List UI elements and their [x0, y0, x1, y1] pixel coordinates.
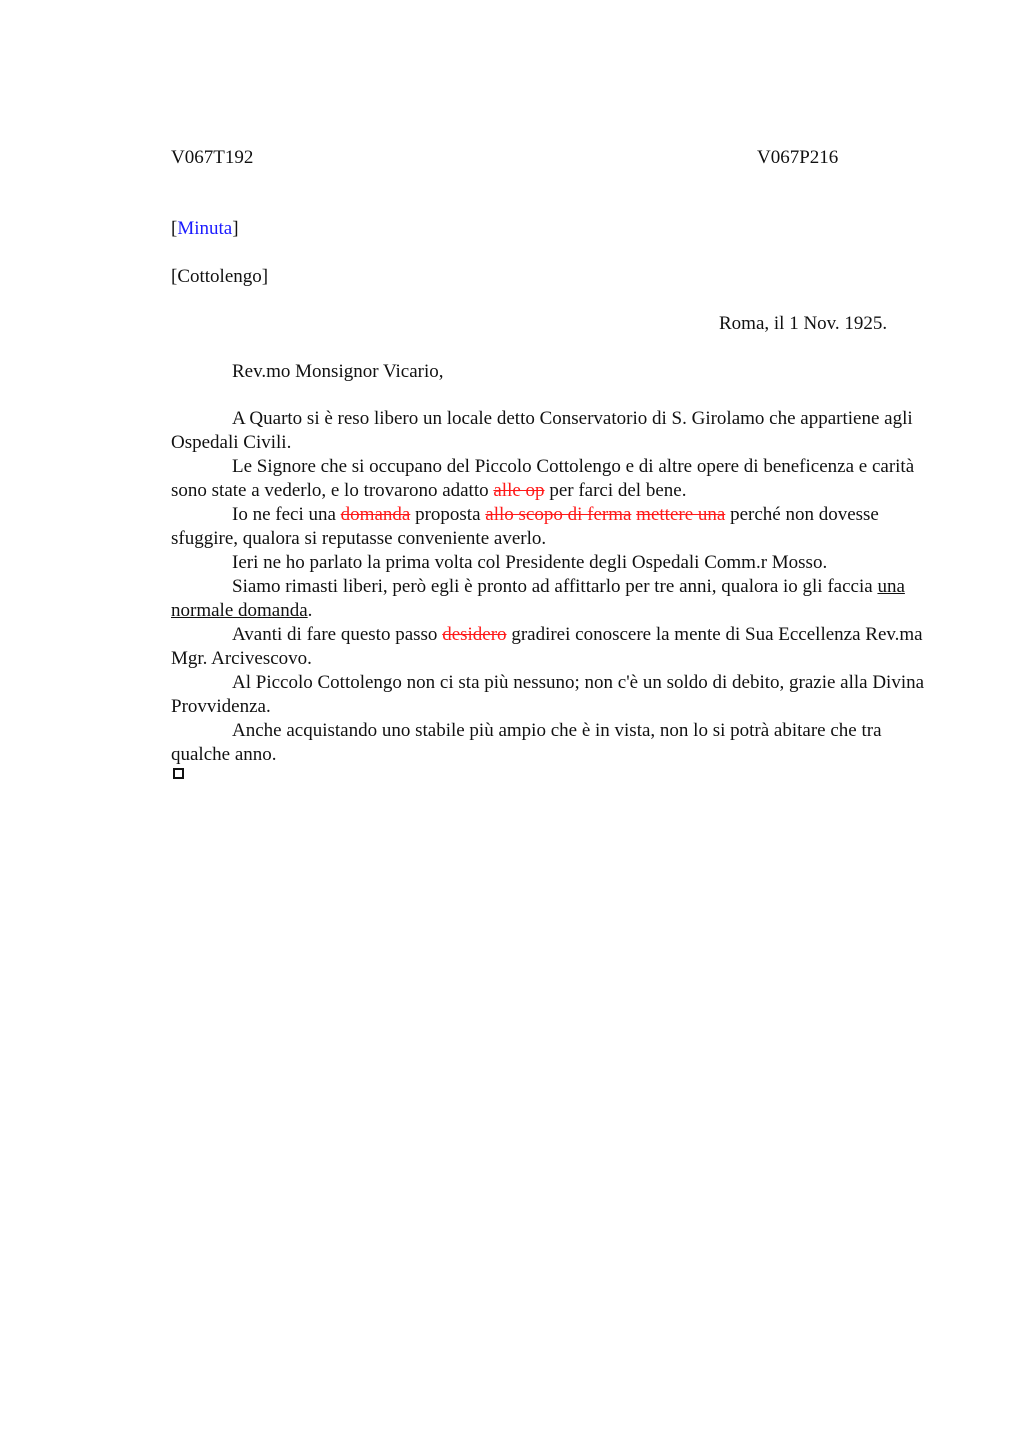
document-code-left: V067T192 — [171, 147, 254, 168]
paragraph-2-text-a: Le Signore che si occupano del Piccolo Cottolengo e di altre opere di beneficenza e carità sono state a vederlo, e lo trovarono adatto — [171, 456, 915, 501]
paragraph-1: A Quarto si è reso libero un locale detto Conservatorio di S. Girolamo che appartiene agli Ospedali Civili. — [171, 408, 913, 453]
paragraph-7: Al Piccolo Cottolengo non ci sta più nessuno; non c'è un soldo di debito, grazie alla Divina Provvidenza. — [171, 672, 925, 717]
square-box-icon — [173, 768, 184, 779]
minuta-open-bracket: [ — [171, 218, 178, 239]
deleted-text: mettere una — [636, 504, 726, 525]
paragraph-5-text-a: Siamo rimasti liberi, però egli è pronto ad affittarlo per tre anni, qualora io gli faccia — [232, 576, 878, 597]
letter-body — [171, 407, 931, 767]
paragraph-6-text-b: gradirei conoscere la mente di Sua Eccellenza Rev.ma Mgr. Arcivescovo. — [171, 624, 923, 669]
underlined-text: una normale domanda — [171, 576, 905, 621]
deleted-text: allo scopo di ferma — [485, 504, 632, 525]
paragraph-5-text-b: . — [307, 600, 313, 621]
paragraph-3-text-d: perché non dovesse sfuggire, qualora si reputasse conveniente averlo. — [171, 504, 879, 549]
minuta-close-bracket: ] — [232, 218, 239, 239]
paragraph-6-text-a: Avanti di fare questo passo — [232, 624, 443, 645]
paragraph-6 — [171, 623, 931, 671]
minuta-word: Minuta — [177, 218, 233, 239]
paragraph-2-text-b: per farci del bene. — [544, 480, 687, 501]
document-code-right: V067P216 — [757, 147, 839, 168]
letter-date: Roma, il 1 Nov. 1925. — [719, 313, 888, 334]
minuta-label — [171, 217, 239, 241]
recipient-tag: [Cottolengo] — [171, 266, 269, 287]
paragraph-3-text-b: proposta — [410, 504, 486, 525]
deleted-text: alle op — [493, 480, 545, 501]
paragraph-3-text-a: Io ne feci una — [232, 504, 341, 525]
paragraph-3 — [171, 503, 931, 551]
deleted-text: desidero — [442, 624, 507, 645]
paragraph-5 — [171, 575, 931, 623]
paragraph-8: Anche acquistando uno stabile più ampio che è in vista, non lo si potrà abitare che tra qualche anno. — [171, 720, 882, 765]
paragraph-2 — [171, 455, 931, 503]
salutation: Rev.mo Monsignor Vicario, — [232, 361, 444, 382]
deleted-text: domanda — [340, 504, 411, 525]
paragraph-4: Ieri ne ho parlato la prima volta col Presidente degli Ospedali Comm.r Mosso. — [232, 552, 828, 573]
